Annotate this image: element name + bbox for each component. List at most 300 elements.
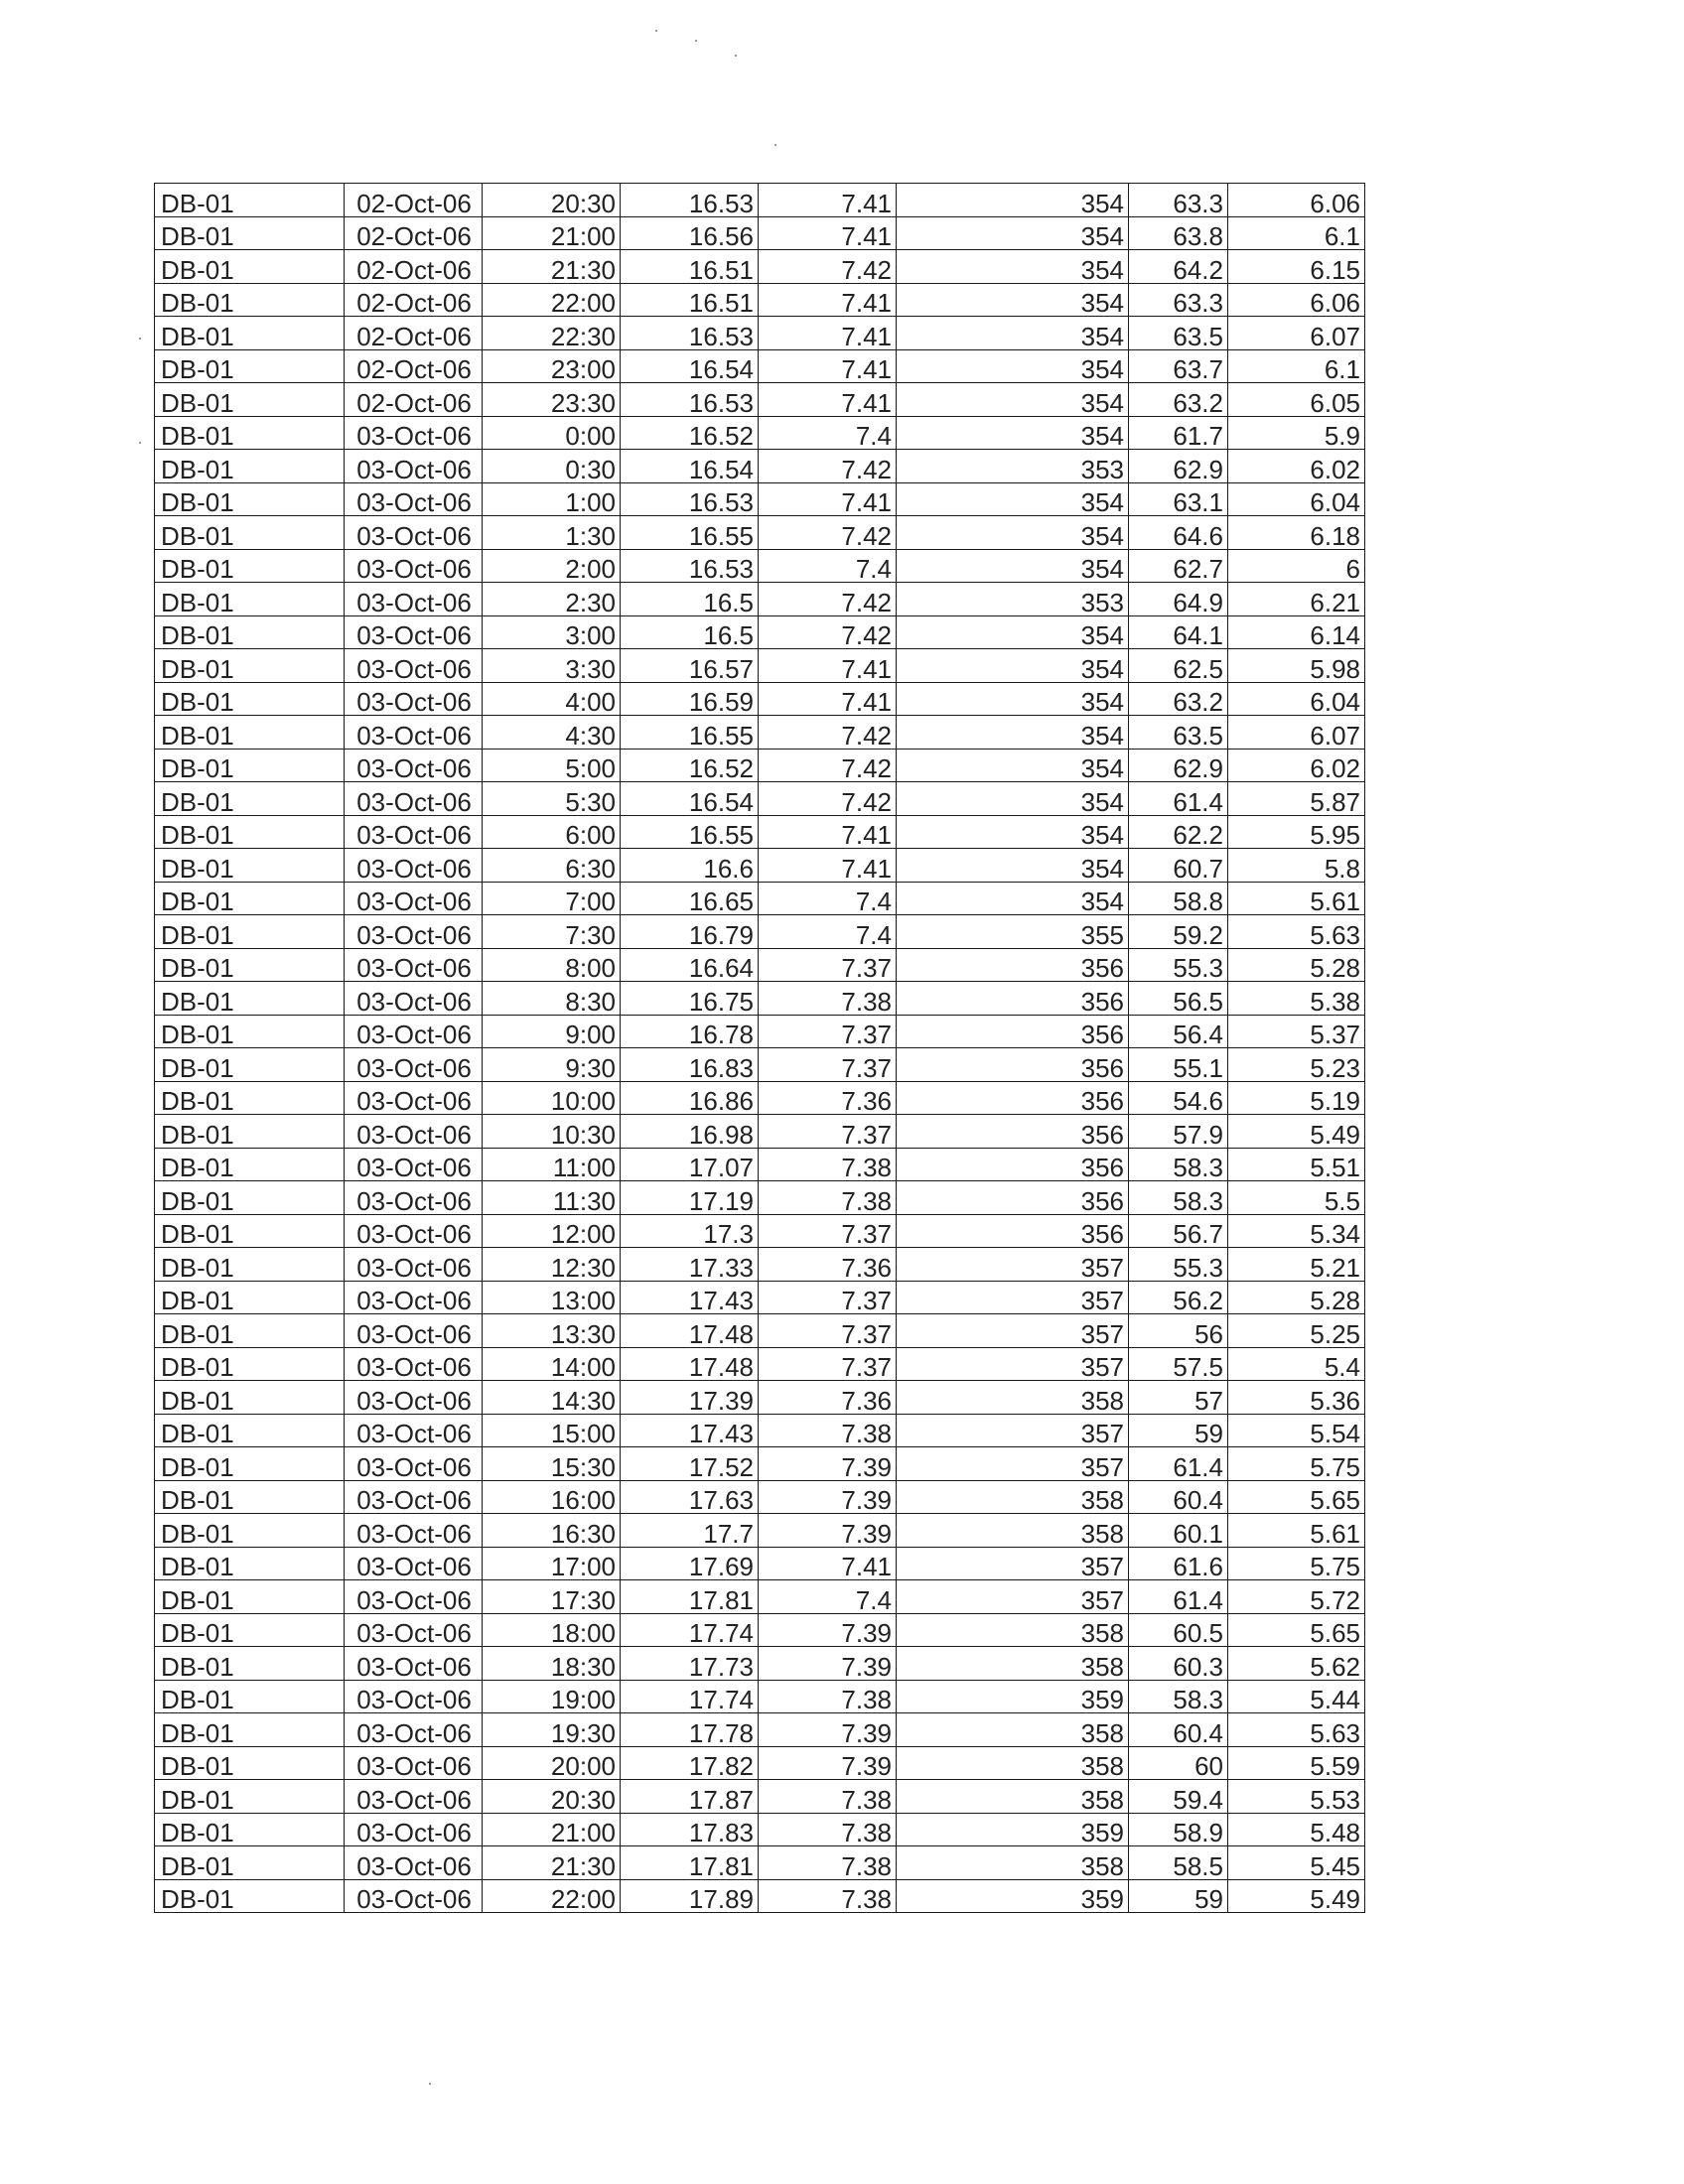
value-c-cell: 354 xyxy=(897,317,1129,350)
value-e-cell: 5.54 xyxy=(1228,1414,1365,1447)
station-id-cell: DB-01 xyxy=(155,482,345,516)
value-c-cell: 353 xyxy=(897,583,1129,616)
value-a-cell: 16.55 xyxy=(621,516,759,550)
value-e-cell: 5.63 xyxy=(1228,1713,1365,1747)
date-cell: 03-Oct-06 xyxy=(345,1746,483,1780)
value-c-cell: 356 xyxy=(897,982,1129,1016)
table-row xyxy=(155,716,1365,750)
value-c-cell: 354 xyxy=(897,815,1129,849)
value-a-cell: 16.54 xyxy=(621,782,759,816)
table-row xyxy=(155,982,1365,1016)
station-id-cell: DB-01 xyxy=(155,184,345,217)
table-row xyxy=(155,516,1365,550)
time-cell: 12:30 xyxy=(483,1248,621,1282)
time-cell: 14:30 xyxy=(483,1381,621,1415)
time-cell: 12:00 xyxy=(483,1214,621,1248)
value-b-cell: 7.42 xyxy=(759,450,897,483)
value-c-cell: 356 xyxy=(897,948,1129,982)
table-row xyxy=(155,1580,1365,1614)
value-c-cell: 354 xyxy=(897,250,1129,284)
table-row xyxy=(155,1846,1365,1880)
value-e-cell: 5.49 xyxy=(1228,1115,1365,1149)
value-d-cell: 61.4 xyxy=(1129,782,1228,816)
station-id-cell: DB-01 xyxy=(155,1214,345,1248)
time-cell: 8:00 xyxy=(483,948,621,982)
value-d-cell: 56.4 xyxy=(1129,1015,1228,1048)
date-cell: 03-Oct-06 xyxy=(345,1048,483,1082)
date-cell: 03-Oct-06 xyxy=(345,1381,483,1415)
value-b-cell: 7.38 xyxy=(759,1680,897,1713)
station-id-cell: DB-01 xyxy=(155,349,345,383)
value-c-cell: 354 xyxy=(897,682,1129,716)
value-a-cell: 16.53 xyxy=(621,549,759,583)
value-d-cell: 60.3 xyxy=(1129,1647,1228,1681)
date-cell: 03-Oct-06 xyxy=(345,1015,483,1048)
table-row xyxy=(155,1214,1365,1248)
value-b-cell: 7.38 xyxy=(759,1879,897,1913)
table-row xyxy=(155,583,1365,616)
date-cell: 03-Oct-06 xyxy=(345,1081,483,1115)
time-cell: 1:00 xyxy=(483,482,621,516)
date-cell: 03-Oct-06 xyxy=(345,1780,483,1814)
value-b-cell: 7.41 xyxy=(759,649,897,683)
value-e-cell: 6.1 xyxy=(1228,216,1365,250)
value-b-cell: 7.42 xyxy=(759,749,897,782)
date-cell: 03-Oct-06 xyxy=(345,948,483,982)
value-a-cell: 16.59 xyxy=(621,682,759,716)
time-cell: 11:00 xyxy=(483,1148,621,1181)
value-d-cell: 63.3 xyxy=(1129,283,1228,317)
value-a-cell: 17.63 xyxy=(621,1480,759,1514)
value-a-cell: 16.75 xyxy=(621,982,759,1016)
station-id-cell: DB-01 xyxy=(155,682,345,716)
value-d-cell: 58.5 xyxy=(1129,1846,1228,1880)
table-row xyxy=(155,1746,1365,1780)
value-d-cell: 64.1 xyxy=(1129,615,1228,649)
table-row xyxy=(155,1015,1365,1048)
scan-speck xyxy=(735,55,737,57)
value-d-cell: 57 xyxy=(1129,1381,1228,1415)
time-cell: 13:30 xyxy=(483,1314,621,1348)
value-d-cell: 58.3 xyxy=(1129,1680,1228,1713)
value-d-cell: 63.5 xyxy=(1129,317,1228,350)
scan-speck xyxy=(774,144,776,146)
date-cell: 03-Oct-06 xyxy=(345,1214,483,1248)
value-b-cell: 7.42 xyxy=(759,615,897,649)
value-e-cell: 5.23 xyxy=(1228,1048,1365,1082)
value-b-cell: 7.37 xyxy=(759,1015,897,1048)
value-d-cell: 64.6 xyxy=(1129,516,1228,550)
value-d-cell: 55.3 xyxy=(1129,1248,1228,1282)
value-c-cell: 359 xyxy=(897,1680,1129,1713)
value-e-cell: 5.75 xyxy=(1228,1547,1365,1580)
value-d-cell: 62.2 xyxy=(1129,815,1228,849)
date-cell: 03-Oct-06 xyxy=(345,1314,483,1348)
value-c-cell: 356 xyxy=(897,1148,1129,1181)
value-c-cell: 358 xyxy=(897,1613,1129,1647)
table-row xyxy=(155,915,1365,949)
time-cell: 1:30 xyxy=(483,516,621,550)
value-c-cell: 357 xyxy=(897,1347,1129,1381)
value-e-cell: 5.61 xyxy=(1228,882,1365,915)
value-d-cell: 64.2 xyxy=(1129,250,1228,284)
value-b-cell: 7.41 xyxy=(759,349,897,383)
value-d-cell: 58.3 xyxy=(1129,1148,1228,1181)
date-cell: 03-Oct-06 xyxy=(345,1547,483,1580)
date-cell: 03-Oct-06 xyxy=(345,416,483,450)
value-e-cell: 6.07 xyxy=(1228,317,1365,350)
value-a-cell: 17.39 xyxy=(621,1381,759,1415)
station-id-cell: DB-01 xyxy=(155,383,345,417)
value-c-cell: 357 xyxy=(897,1447,1129,1481)
value-c-cell: 354 xyxy=(897,749,1129,782)
table-row xyxy=(155,1680,1365,1713)
value-a-cell: 16.83 xyxy=(621,1048,759,1082)
time-cell: 16:30 xyxy=(483,1514,621,1548)
value-b-cell: 7.36 xyxy=(759,1081,897,1115)
date-cell: 03-Oct-06 xyxy=(345,1447,483,1481)
value-a-cell: 17.74 xyxy=(621,1613,759,1647)
date-cell: 03-Oct-06 xyxy=(345,583,483,616)
value-a-cell: 16.53 xyxy=(621,383,759,417)
time-cell: 9:30 xyxy=(483,1048,621,1082)
value-c-cell: 358 xyxy=(897,1780,1129,1814)
time-cell: 17:30 xyxy=(483,1580,621,1614)
value-b-cell: 7.4 xyxy=(759,416,897,450)
value-a-cell: 17.87 xyxy=(621,1780,759,1814)
value-b-cell: 7.41 xyxy=(759,849,897,883)
station-id-cell: DB-01 xyxy=(155,1048,345,1082)
table-body xyxy=(155,184,1365,1913)
table-row xyxy=(155,283,1365,317)
value-e-cell: 5.21 xyxy=(1228,1248,1365,1282)
value-a-cell: 17.81 xyxy=(621,1580,759,1614)
station-id-cell: DB-01 xyxy=(155,716,345,750)
value-a-cell: 17.78 xyxy=(621,1713,759,1747)
value-b-cell: 7.38 xyxy=(759,982,897,1016)
value-c-cell: 354 xyxy=(897,516,1129,550)
time-cell: 7:30 xyxy=(483,915,621,949)
station-id-cell: DB-01 xyxy=(155,1514,345,1548)
time-cell: 5:30 xyxy=(483,782,621,816)
value-e-cell: 5.5 xyxy=(1228,1181,1365,1215)
value-a-cell: 16.54 xyxy=(621,450,759,483)
value-d-cell: 63.8 xyxy=(1129,216,1228,250)
value-b-cell: 7.39 xyxy=(759,1713,897,1747)
time-cell: 10:30 xyxy=(483,1115,621,1149)
time-cell: 23:30 xyxy=(483,383,621,417)
value-c-cell: 358 xyxy=(897,1713,1129,1747)
value-c-cell: 354 xyxy=(897,383,1129,417)
value-e-cell: 5.37 xyxy=(1228,1015,1365,1048)
date-cell: 03-Oct-06 xyxy=(345,1613,483,1647)
table-row xyxy=(155,1414,1365,1447)
value-e-cell: 5.38 xyxy=(1228,982,1365,1016)
station-id-cell: DB-01 xyxy=(155,782,345,816)
value-c-cell: 358 xyxy=(897,1480,1129,1514)
station-id-cell: DB-01 xyxy=(155,216,345,250)
value-b-cell: 7.41 xyxy=(759,317,897,350)
station-id-cell: DB-01 xyxy=(155,317,345,350)
value-b-cell: 7.41 xyxy=(759,682,897,716)
value-b-cell: 7.38 xyxy=(759,1181,897,1215)
value-c-cell: 357 xyxy=(897,1248,1129,1282)
value-c-cell: 357 xyxy=(897,1281,1129,1314)
value-b-cell: 7.38 xyxy=(759,1846,897,1880)
value-a-cell: 16.53 xyxy=(621,184,759,217)
table-row xyxy=(155,1281,1365,1314)
station-id-cell: DB-01 xyxy=(155,1613,345,1647)
value-e-cell: 5.36 xyxy=(1228,1381,1365,1415)
value-b-cell: 7.37 xyxy=(759,1281,897,1314)
time-cell: 13:00 xyxy=(483,1281,621,1314)
table-row xyxy=(155,1480,1365,1514)
value-c-cell: 358 xyxy=(897,1514,1129,1548)
station-id-cell: DB-01 xyxy=(155,982,345,1016)
table-row xyxy=(155,549,1365,583)
value-d-cell: 63.1 xyxy=(1129,482,1228,516)
value-d-cell: 62.9 xyxy=(1129,450,1228,483)
date-cell: 03-Oct-06 xyxy=(345,782,483,816)
time-cell: 21:00 xyxy=(483,216,621,250)
value-e-cell: 5.72 xyxy=(1228,1580,1365,1614)
station-id-cell: DB-01 xyxy=(155,1281,345,1314)
value-b-cell: 7.4 xyxy=(759,1580,897,1614)
station-id-cell: DB-01 xyxy=(155,882,345,915)
time-cell: 4:30 xyxy=(483,716,621,750)
value-a-cell: 17.48 xyxy=(621,1347,759,1381)
value-a-cell: 16.5 xyxy=(621,583,759,616)
station-id-cell: DB-01 xyxy=(155,283,345,317)
scan-speck xyxy=(139,338,141,340)
value-e-cell: 6.15 xyxy=(1228,250,1365,284)
date-cell: 03-Oct-06 xyxy=(345,1680,483,1713)
value-a-cell: 16.86 xyxy=(621,1081,759,1115)
value-b-cell: 7.41 xyxy=(759,815,897,849)
time-cell: 3:00 xyxy=(483,615,621,649)
scan-speck xyxy=(139,442,141,444)
station-id-cell: DB-01 xyxy=(155,583,345,616)
station-id-cell: DB-01 xyxy=(155,549,345,583)
value-d-cell: 61.4 xyxy=(1129,1447,1228,1481)
date-cell: 03-Oct-06 xyxy=(345,649,483,683)
value-c-cell: 354 xyxy=(897,549,1129,583)
value-d-cell: 56 xyxy=(1129,1314,1228,1348)
date-cell: 02-Oct-06 xyxy=(345,250,483,284)
value-b-cell: 7.37 xyxy=(759,1115,897,1149)
value-a-cell: 17.43 xyxy=(621,1281,759,1314)
table-row xyxy=(155,882,1365,915)
station-id-cell: DB-01 xyxy=(155,1115,345,1149)
value-a-cell: 17.7 xyxy=(621,1514,759,1548)
date-cell: 03-Oct-06 xyxy=(345,749,483,782)
date-cell: 03-Oct-06 xyxy=(345,1879,483,1913)
table-row xyxy=(155,1447,1365,1481)
value-b-cell: 7.38 xyxy=(759,1414,897,1447)
station-id-cell: DB-01 xyxy=(155,915,345,949)
value-a-cell: 17.33 xyxy=(621,1248,759,1282)
date-cell: 03-Oct-06 xyxy=(345,482,483,516)
value-c-cell: 357 xyxy=(897,1547,1129,1580)
value-c-cell: 358 xyxy=(897,1746,1129,1780)
station-id-cell: DB-01 xyxy=(155,1347,345,1381)
date-cell: 03-Oct-06 xyxy=(345,1347,483,1381)
value-c-cell: 354 xyxy=(897,184,1129,217)
table-row xyxy=(155,1347,1365,1381)
table-row xyxy=(155,317,1365,350)
value-d-cell: 57.9 xyxy=(1129,1115,1228,1149)
value-c-cell: 356 xyxy=(897,1181,1129,1215)
value-b-cell: 7.41 xyxy=(759,184,897,217)
time-cell: 2:00 xyxy=(483,549,621,583)
value-d-cell: 54.6 xyxy=(1129,1081,1228,1115)
value-a-cell: 17.82 xyxy=(621,1746,759,1780)
value-b-cell: 7.41 xyxy=(759,1547,897,1580)
time-cell: 22:00 xyxy=(483,283,621,317)
table-row xyxy=(155,1148,1365,1181)
value-a-cell: 17.89 xyxy=(621,1879,759,1913)
value-e-cell: 6.1 xyxy=(1228,349,1365,383)
table-row xyxy=(155,482,1365,516)
value-a-cell: 16.79 xyxy=(621,915,759,949)
value-b-cell: 7.42 xyxy=(759,516,897,550)
date-cell: 02-Oct-06 xyxy=(345,216,483,250)
time-cell: 18:00 xyxy=(483,1613,621,1647)
table-row xyxy=(155,250,1365,284)
date-cell: 03-Oct-06 xyxy=(345,1647,483,1681)
value-b-cell: 7.39 xyxy=(759,1514,897,1548)
table-row xyxy=(155,1248,1365,1282)
time-cell: 0:30 xyxy=(483,450,621,483)
time-cell: 19:30 xyxy=(483,1713,621,1747)
time-cell: 4:00 xyxy=(483,682,621,716)
date-cell: 03-Oct-06 xyxy=(345,682,483,716)
value-a-cell: 16.51 xyxy=(621,283,759,317)
value-b-cell: 7.38 xyxy=(759,1148,897,1181)
value-a-cell: 16.56 xyxy=(621,216,759,250)
station-id-cell: DB-01 xyxy=(155,1746,345,1780)
value-b-cell: 7.41 xyxy=(759,216,897,250)
value-d-cell: 60 xyxy=(1129,1746,1228,1780)
value-e-cell: 5.34 xyxy=(1228,1214,1365,1248)
table-row xyxy=(155,815,1365,849)
value-d-cell: 57.5 xyxy=(1129,1347,1228,1381)
value-a-cell: 16.55 xyxy=(621,815,759,849)
value-d-cell: 56.5 xyxy=(1129,982,1228,1016)
value-e-cell: 5.28 xyxy=(1228,1281,1365,1314)
scan-speck xyxy=(429,2083,431,2085)
date-cell: 03-Oct-06 xyxy=(345,450,483,483)
value-b-cell: 7.42 xyxy=(759,583,897,616)
date-cell: 03-Oct-06 xyxy=(345,1148,483,1181)
value-a-cell: 16.54 xyxy=(621,349,759,383)
value-a-cell: 17.74 xyxy=(621,1680,759,1713)
time-cell: 18:30 xyxy=(483,1647,621,1681)
value-d-cell: 63.3 xyxy=(1129,184,1228,217)
time-cell: 3:30 xyxy=(483,649,621,683)
value-d-cell: 61.6 xyxy=(1129,1547,1228,1580)
value-b-cell: 7.38 xyxy=(759,1780,897,1814)
value-d-cell: 58.3 xyxy=(1129,1181,1228,1215)
value-a-cell: 17.52 xyxy=(621,1447,759,1481)
value-c-cell: 358 xyxy=(897,1846,1129,1880)
time-cell: 6:00 xyxy=(483,815,621,849)
value-c-cell: 356 xyxy=(897,1115,1129,1149)
table-row xyxy=(155,416,1365,450)
scan-speck xyxy=(695,40,697,42)
value-e-cell: 5.19 xyxy=(1228,1081,1365,1115)
value-b-cell: 7.42 xyxy=(759,782,897,816)
value-e-cell: 5.25 xyxy=(1228,1314,1365,1348)
date-cell: 03-Oct-06 xyxy=(345,1115,483,1149)
time-cell: 20:00 xyxy=(483,1746,621,1780)
time-cell: 15:30 xyxy=(483,1447,621,1481)
table-row xyxy=(155,1381,1365,1415)
table-row xyxy=(155,782,1365,816)
value-e-cell: 5.65 xyxy=(1228,1480,1365,1514)
value-b-cell: 7.4 xyxy=(759,549,897,583)
value-c-cell: 355 xyxy=(897,915,1129,949)
date-cell: 03-Oct-06 xyxy=(345,849,483,883)
table-row xyxy=(155,1115,1365,1149)
time-cell: 9:00 xyxy=(483,1015,621,1048)
value-c-cell: 353 xyxy=(897,450,1129,483)
value-e-cell: 5.44 xyxy=(1228,1680,1365,1713)
table-row xyxy=(155,1181,1365,1215)
value-a-cell: 17.43 xyxy=(621,1414,759,1447)
station-id-cell: DB-01 xyxy=(155,250,345,284)
date-cell: 02-Oct-06 xyxy=(345,383,483,417)
value-a-cell: 16.52 xyxy=(621,749,759,782)
value-d-cell: 60.4 xyxy=(1129,1713,1228,1747)
table-row xyxy=(155,216,1365,250)
table-row xyxy=(155,1547,1365,1580)
value-a-cell: 17.07 xyxy=(621,1148,759,1181)
value-e-cell: 6.06 xyxy=(1228,184,1365,217)
value-e-cell: 5.61 xyxy=(1228,1514,1365,1548)
value-a-cell: 16.57 xyxy=(621,649,759,683)
station-id-cell: DB-01 xyxy=(155,615,345,649)
value-c-cell: 354 xyxy=(897,649,1129,683)
value-d-cell: 62.9 xyxy=(1129,749,1228,782)
value-d-cell: 62.5 xyxy=(1129,649,1228,683)
scan-speck xyxy=(655,30,657,32)
time-cell: 6:30 xyxy=(483,849,621,883)
table-row xyxy=(155,349,1365,383)
value-a-cell: 16.98 xyxy=(621,1115,759,1149)
value-c-cell: 354 xyxy=(897,882,1129,915)
table-row xyxy=(155,1879,1365,1913)
time-cell: 2:30 xyxy=(483,583,621,616)
table-row xyxy=(155,1780,1365,1814)
value-e-cell: 6.02 xyxy=(1228,749,1365,782)
value-d-cell: 63.2 xyxy=(1129,682,1228,716)
station-id-cell: DB-01 xyxy=(155,749,345,782)
table-row xyxy=(155,948,1365,982)
value-d-cell: 63.2 xyxy=(1129,383,1228,417)
value-c-cell: 357 xyxy=(897,1314,1129,1348)
time-cell: 7:00 xyxy=(483,882,621,915)
value-b-cell: 7.37 xyxy=(759,1048,897,1082)
value-d-cell: 59.4 xyxy=(1129,1780,1228,1814)
value-b-cell: 7.39 xyxy=(759,1647,897,1681)
table-row xyxy=(155,1813,1365,1846)
time-cell: 17:00 xyxy=(483,1547,621,1580)
value-c-cell: 356 xyxy=(897,1081,1129,1115)
table-row xyxy=(155,1647,1365,1681)
table-row xyxy=(155,184,1365,217)
value-c-cell: 354 xyxy=(897,716,1129,750)
